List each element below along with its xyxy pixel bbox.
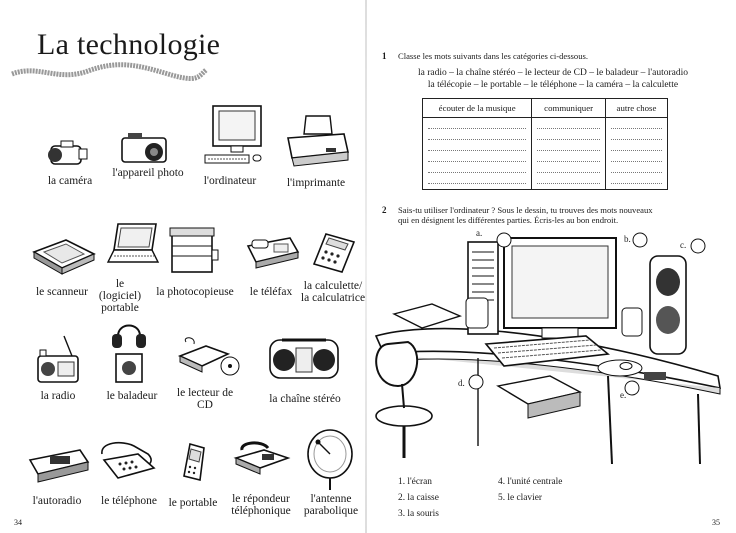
parts-list-col1 [398,474,439,522]
label-walkman: le baladeur [106,390,158,402]
exercise1-number: 1 [382,51,387,61]
label-printer: l'imprimante [286,177,346,189]
answer-cell[interactable] [423,118,532,190]
fax-icon [244,230,302,270]
car-radio-icon [26,446,92,484]
laptop-icon [106,220,162,268]
column-header: autre chose [605,99,667,118]
label-computer: l'ordinateur [203,175,257,187]
parts-list-col2 [498,474,562,506]
label-fax: le téléfax [249,286,293,298]
page-title: La technologie [37,28,221,61]
label-radio: la radio [40,390,76,402]
stereo-icon [266,334,342,382]
label-car-radio: l'autoradio [32,495,82,507]
label-satellite-dish: l'antenne parabolique [303,493,359,517]
part-item: 3. la souris [398,509,439,519]
exercise1-instruction: Classe les mots suivants dans les catégories ci-dessous. [398,51,588,61]
label-telephone: le téléphone [101,495,157,507]
calculator-icon [312,232,356,274]
label-scanner: le scanneur [35,286,89,298]
exercise1-words-line1: la radio – la chaîne stéréo – le lecteur de CD – le baladeur – l'autoradio [418,68,688,78]
label-calculator: la calculette/ la calculatrice [300,280,366,304]
label-photocopier: la photocopieuse [156,286,234,298]
exercise2-instruction-line1: Sais-tu utiliser l'ordinateur ? Sous le dessin, tu trouves des mots nouveaux [398,205,653,215]
column-header: écouter de la musique [423,99,532,118]
telephone-icon [96,438,160,486]
radio-icon [34,332,82,386]
label-letter-d: d. [458,378,465,388]
cd-player-icon [176,336,242,380]
right-page [368,0,736,533]
right-page-number: 35 [712,518,720,527]
decorative-swirl [8,62,208,84]
page-fold [365,0,367,533]
exercise1-words-line2: la télécopie – le portable – le téléphone – la caméra – la calculette [427,80,679,90]
label-photo-camera: l'appareil photo [112,167,184,179]
computer-desk-illustration [368,226,728,466]
exercise2-number: 2 [382,205,387,215]
label-letter-b: b. [624,234,631,244]
computer-icon [203,103,269,169]
label-stereo: la chaîne stéréo [269,393,341,405]
answer-cell[interactable] [532,118,606,190]
part-item: 1. l'écran [398,477,432,487]
label-answering-machine: le répondeur téléphonique [231,493,291,517]
part-item: 4. l'unité centrale [498,477,563,487]
label-mobile-phone: le portable [168,497,218,509]
label-letter-e: e. [620,390,627,400]
label-cd-player: le lecteur de CD [176,387,234,411]
satellite-dish-icon [302,428,358,492]
label-letter-a: a. [476,228,483,238]
part-item: 5. le clavier [498,493,542,503]
column-header: communiquer [532,99,606,118]
label-letter-c: c. [680,240,687,250]
photo-camera-icon [118,130,174,166]
left-page-number: 34 [14,518,22,527]
mobile-phone-icon [180,440,210,484]
category-table [422,98,668,190]
camcorder-icon [43,138,93,172]
answer-cell[interactable] [605,118,667,190]
answering-machine-icon [232,440,294,480]
exercise2-instruction-line2: qui en désignent les différentes parties. Écris-les au bon endroit. [398,215,619,225]
label-laptop: le (logiciel) portable [98,278,142,314]
printer-icon [282,112,354,170]
scanner-icon [30,234,98,276]
walkman-icon [104,320,152,384]
label-camera: la caméra [47,175,93,187]
photocopier-icon [168,226,220,276]
part-item: 2. la caisse [398,493,439,503]
